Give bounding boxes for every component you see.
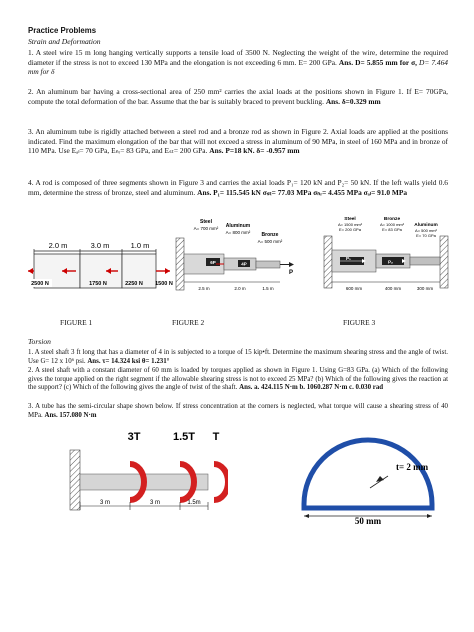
- figure-3-caption: FIGURE 3: [343, 318, 376, 327]
- fig3-modulus-steel: E= 200 GPa: [339, 227, 361, 232]
- fig3-material-bronze: Bronze: [383, 217, 401, 222]
- problem-1-text: 1. A steel wire 15 m long hanging vertically supports a tensile load of 3500 N. Neglecting the weight of the wire, determine the required diameter if the stress is not to exceed 130 MPa and the elongation is not exceeding 6 mm. E= 200 GPa.: [28, 48, 448, 67]
- torsion-problem-1: [28, 349, 448, 366]
- fig2-material-steel: Steel: [200, 219, 212, 225]
- fig3-dim-1: 600 mm: [345, 286, 363, 291]
- fig2-load-6p: 6P: [210, 260, 216, 265]
- problem-3-answer: Ans. P=18 kN. δ= -0.957 mm: [209, 146, 300, 156]
- fig3-area-aluminum: A= 500 mm²: [415, 228, 437, 233]
- section-heading-torsion: Torsion: [28, 337, 51, 346]
- shaft-dim-1: 3 m: [99, 500, 111, 506]
- figure-2-diagram: [168, 216, 304, 300]
- fig2-area-steel: A= 700 mm²: [193, 226, 219, 231]
- fig1-load-1: 2500 N: [31, 281, 49, 287]
- problem-4-answer-2: σₛₜ= 77.03 MPa σₙᵣ= 4.455 MPa σₐₗ= 91.0 MPa: [262, 187, 408, 197]
- fig2-area-bronze: A= 500 mm²: [257, 239, 283, 244]
- torsion-problem-2: [28, 367, 448, 393]
- fig3-area-steel: A= 1500 mm²: [337, 222, 363, 227]
- figure-1-caption: FIGURE 1: [60, 318, 93, 327]
- page-title: Practice Problems: [28, 26, 97, 35]
- fig3-area-bronze: A= 1000 mm²: [379, 222, 405, 227]
- fig1-dim-1: 2.0 m: [48, 241, 68, 250]
- problem-4-text: 4. A rod is composed of three segments shown in Figure 3 and carries the axial loads P₁= 120 kN and P₂= 50 kN. If the left walls yield 0.6 mm, determine the stress of bronze, steel and aluminum.: [28, 178, 448, 197]
- fig2-dim-1: 2.5 m: [198, 286, 210, 291]
- fig3-modulus-bronze: E= 83 GPa: [382, 227, 402, 232]
- tube-thickness-label: t= 2 mm: [396, 462, 429, 472]
- torsion-problem-3: [28, 403, 448, 420]
- problem-4: [28, 178, 448, 197]
- fig2-dim-3: 1.5 m: [262, 286, 274, 291]
- fig3-material-aluminum: Aluminum: [414, 223, 438, 228]
- fig2-load-p: P: [289, 270, 294, 276]
- fig3-dim-2: 400 mm: [384, 286, 402, 291]
- fig1-dim-2: 3.0 m: [90, 241, 110, 250]
- shaft-dim-3: 1.5m: [187, 500, 201, 506]
- fig1-dim-3: 1.0 m: [130, 241, 150, 250]
- torsion-problem-1-answer: Ans. τ= 14.324 ksi θ= 1.231°: [87, 357, 170, 365]
- shaft-torque-15t: 1.5T: [172, 431, 196, 443]
- fig3-dim-3: 300 mm: [416, 286, 434, 291]
- problem-2-answer: Ans. δ=0.329 mm: [325, 96, 381, 106]
- torsion-problem-3-answer: Ans. 157.080 N·m: [44, 411, 97, 419]
- problem-1: [28, 48, 448, 77]
- fig1-load-2: 1750 N: [89, 281, 107, 287]
- figure-3-diagram: [320, 214, 452, 300]
- fig3-load-p2: P₂: [388, 259, 394, 265]
- fig2-material-bronze: Bronze: [261, 232, 279, 238]
- problem-1-answer-2: D= 7.464 mm for δ: [28, 57, 448, 77]
- fig2-material-aluminum: Aluminum: [225, 223, 251, 229]
- tube-width-label: 50 mm: [354, 516, 382, 524]
- fig1-load-3: 2250 N: [125, 281, 143, 287]
- figure-1-diagram: [28, 232, 178, 302]
- fig3-modulus-aluminum: E= 70 GPa: [416, 233, 436, 238]
- fig2-area-aluminum: A= 800 mm²: [225, 230, 251, 235]
- fig1-load-4: 1500 N: [155, 281, 173, 287]
- shaft-torque-diagram: [68, 428, 228, 520]
- fig2-load-4p: 4P: [241, 261, 247, 267]
- problem-3-text: 3. An aluminum tube is rigidly attached between a steel rod and a bronze rod as shown in Figure 2. Axial loads are applied at the positions indicated. Find the maximum elongation of the bar that will not exceed a stress in aluminum of 90 MPa, in steel of 160 MPa and in bronze of 110 MPa. Use Eₐₗ= 70 GPa, Eₙᵣ= 83 GPa, and Eₛₜ= 200 GPa.: [28, 127, 448, 156]
- shaft-torque-t: T: [212, 431, 220, 443]
- problem-2-text: 2. An aluminum bar having a cross-sectional area of 250 mm² carries the axial loads at the positions shown in Figure 1. If E= 70GPa, compute the total deformation of the bar. Assume that the bar is suitably braced to prevent buckling.: [28, 87, 448, 106]
- fig3-load-p1: P₁: [346, 256, 351, 261]
- figure-2-caption: FIGURE 2: [172, 318, 205, 327]
- shaft-dim-2: 3 m: [149, 500, 161, 506]
- torsion-problem-2-text: 2. A steel shaft with a constant diameter of 60 mm is loaded by torques applied as shown in Figure 1. Using G=83 GPa. (a) Which of the following gives the torque applied on the right segment if the allowable shearing stress is not to exceed 25 MPa? (b) Which of the following gives the reaction at the support? (c) Which of the following gives the angle of twist of the shaft.: [28, 367, 448, 392]
- torsion-problem-3-text: 3. A tube has the semi-circular shape shown below. If stress concentration at the corners is neglected, what torque will cause a shearing stress of 40 MPa.: [28, 403, 448, 419]
- problem-4-answer: Ans. P₁= 115.545 kN: [197, 187, 261, 197]
- torsion-problem-2-answer: Ans. a. 424.115 N·m b. 1060.287 N·m c. 0.030 rad: [239, 384, 384, 392]
- fig2-dim-2: 2.0 m: [234, 286, 246, 291]
- torsion-problem-1-text: 1. A steel shaft 3 ft long that has a diameter of 4 in is subjected to a torque of 15 kip•ft. Determine the maximum shearing stress and the angle of twist. Use G= 12 x 10⁶ psi.: [28, 349, 448, 365]
- problem-2: [28, 87, 448, 106]
- fig3-material-steel: Steel: [344, 217, 356, 222]
- problem-3: [28, 127, 448, 156]
- section-heading-strain: Strain and Deformation: [28, 37, 101, 46]
- shaft-torque-3t: 3T: [127, 431, 141, 443]
- problem-1-answer: Ans. D= 5.855 mm for σ,: [338, 57, 417, 67]
- semicircular-tube-diagram: [298, 428, 468, 524]
